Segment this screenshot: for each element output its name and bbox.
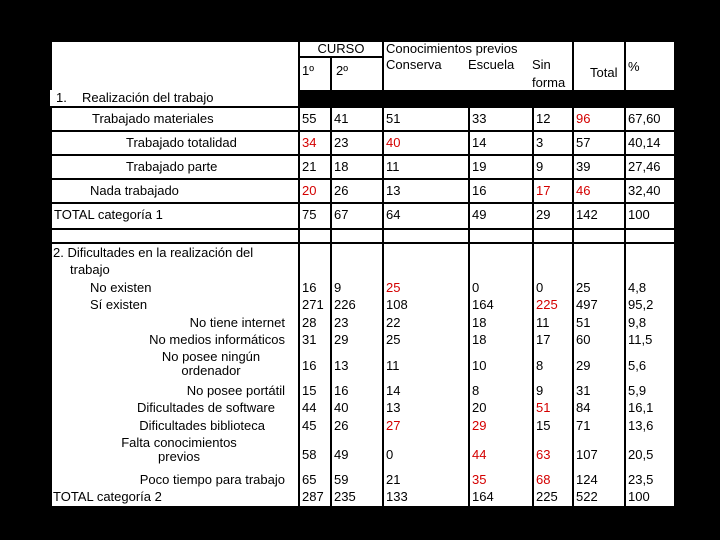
cell-percent: 4,8 (628, 280, 647, 295)
cell-value: 59 (334, 472, 349, 487)
cell-value: 35 (472, 472, 487, 487)
row-label: Trabajado materiales (52, 108, 298, 130)
cell-value: 226 (334, 297, 356, 312)
spacer-cell (332, 230, 382, 242)
header-second-year-text: 2º (336, 63, 348, 78)
cell-total: 29 (576, 358, 591, 373)
header-first-year (300, 58, 330, 90)
cell-value: 29 (472, 418, 487, 433)
cell-total: 31 (576, 383, 591, 398)
cell-value: 64 (384, 204, 468, 228)
cell-value: 22 (386, 315, 401, 330)
cell-total: 142 (574, 204, 624, 228)
cell-value: 164 (472, 489, 494, 504)
cell-total: 522 (576, 489, 598, 504)
header-conocimientos-block (384, 42, 572, 90)
total-category1-label: TOTAL categoría 1 (52, 204, 298, 228)
cell-total: 71 (576, 418, 591, 433)
spacer-cell (52, 230, 298, 242)
cell-percent: 5,6 (628, 358, 647, 373)
cell-percent: 9,8 (628, 315, 647, 330)
cell-value: 0 (536, 280, 544, 295)
cell-value: 68 (536, 472, 551, 487)
cell-value: 164 (472, 297, 494, 312)
cell-value: 65 (302, 472, 317, 487)
cell-value: 18 (332, 156, 382, 178)
cell-value: 21 (386, 472, 401, 487)
cell-percent: 20,5 (628, 447, 654, 462)
section1-title-row (50, 90, 298, 106)
cell-percent: 16,1 (628, 400, 654, 415)
cell-value: 108 (386, 297, 408, 312)
cell-total: 84 (576, 400, 591, 415)
cell-total: 60 (576, 332, 591, 347)
cell-value: 26 (334, 418, 349, 433)
cell-total: 497 (576, 297, 598, 312)
cell-percent: 100 (626, 204, 674, 228)
row-label: No posee portátil (186, 383, 285, 398)
cell-value: 67 (332, 204, 382, 228)
row-label: Nada trabajado (52, 180, 298, 202)
cell-value: 8 (472, 383, 480, 398)
header-sin-forma-2: forma (532, 75, 566, 90)
header-percent (626, 42, 674, 90)
spacer-cell (534, 230, 572, 242)
cell-percent: 100 (628, 489, 650, 504)
cell-value: 8 (536, 358, 544, 373)
cell-percent: 67,60 (626, 108, 674, 130)
row-label: No existen (90, 280, 152, 295)
cell-total: 57 (574, 132, 624, 154)
header-label-cell (52, 42, 298, 90)
header-total-text: Total (590, 65, 618, 80)
cell-value: 14 (470, 132, 532, 154)
row-label: Trabajado totalidad (52, 132, 298, 154)
cell-value: 15 (302, 383, 317, 398)
cell-value: 20 (472, 400, 487, 415)
cell-total: 96 (574, 108, 624, 130)
cell-value: 17 (534, 180, 572, 202)
cell-value: 225 (536, 489, 558, 504)
cell-value: 44 (472, 447, 487, 462)
cell-value: 31 (302, 332, 317, 347)
section2-title-line2: trabajo (70, 262, 110, 277)
cell-percent: 27,46 (626, 156, 674, 178)
cell-value: 29 (534, 204, 572, 228)
cell-value: 34 (300, 132, 330, 154)
header-total (574, 42, 624, 90)
cell-value: 20 (300, 180, 330, 202)
cell-value: 9 (536, 383, 544, 398)
section1-number: 1. (56, 90, 67, 105)
cell-value: 19 (470, 156, 532, 178)
cell-value: 58 (302, 447, 317, 462)
cell-value: 13 (386, 400, 401, 415)
row-label: Falta conocimientos previos (121, 435, 237, 464)
cell-value: 16 (302, 280, 317, 295)
cell-percent: 40,14 (626, 132, 674, 154)
cell-value: 17 (536, 332, 551, 347)
spacer-cell (470, 230, 532, 242)
cell-value: 45 (302, 418, 317, 433)
cell-percent: 95,2 (628, 297, 654, 312)
cell-value: 51 (536, 400, 551, 415)
cell-value: 287 (302, 489, 324, 504)
cell-total: 46 (574, 180, 624, 202)
cell-value: 21 (300, 156, 330, 178)
cell-value: 33 (470, 108, 532, 130)
header-first-year-text: 1º (302, 63, 314, 78)
cell-value: 9 (534, 156, 572, 178)
cell-value: 63 (536, 447, 551, 462)
cell-value: 25 (386, 280, 401, 295)
row-label: Poco tiempo para trabajo (139, 472, 285, 487)
cell-value: 235 (334, 489, 356, 504)
total-category2-label: TOTAL categoría 2 (53, 489, 162, 504)
header-percent-text: % (628, 59, 640, 74)
row-label: No posee ningún ordenador (161, 349, 261, 378)
spacer-cell (626, 230, 674, 242)
cell-percent: 5,9 (628, 383, 647, 398)
section2-col-escuela (470, 244, 532, 506)
cell-total: 124 (576, 472, 598, 487)
cell-value: 75 (300, 204, 330, 228)
spacer-cell (574, 230, 624, 242)
cell-value: 225 (536, 297, 558, 312)
cell-value: 27 (386, 418, 401, 433)
row-label: Sí existen (90, 297, 148, 312)
cell-value: 16 (334, 383, 349, 398)
cell-value: 271 (302, 297, 324, 312)
cell-percent: 11,5 (628, 332, 653, 347)
cell-value: 10 (472, 358, 487, 373)
cell-value: 16 (470, 180, 532, 202)
cell-total: 25 (576, 280, 591, 295)
header-sin-forma-1: Sin (532, 57, 551, 72)
section1-title: Realización del trabajo (82, 90, 214, 105)
cell-value: 18 (472, 332, 487, 347)
cell-value: 23 (332, 132, 382, 154)
cell-value: 40 (334, 400, 349, 415)
cell-total: 39 (574, 156, 624, 178)
cell-value: 11 (536, 315, 550, 330)
header-curso: CURSO (300, 42, 382, 56)
cell-value: 49 (470, 204, 532, 228)
cell-percent: 13,6 (628, 418, 654, 433)
cell-value: 11 (384, 156, 468, 178)
cell-value: 41 (332, 108, 382, 130)
cell-value: 55 (300, 108, 330, 130)
cell-total: 51 (576, 315, 591, 330)
cell-value: 0 (472, 280, 480, 295)
cell-value: 26 (332, 180, 382, 202)
data-table (50, 40, 676, 508)
header-second-year (332, 58, 382, 90)
cell-value: 16 (302, 358, 317, 373)
row-label: Trabajado parte (52, 156, 298, 178)
cell-value: 49 (334, 447, 349, 462)
row-label: No medios informáticos (149, 332, 285, 347)
cell-value: 133 (386, 489, 408, 504)
cell-value: 23 (334, 315, 349, 330)
spacer-cell (300, 230, 330, 242)
header-conocimientos: Conocimientos previos (386, 42, 518, 56)
cell-value: 3 (534, 132, 572, 154)
header-escuela: Escuela (468, 57, 515, 72)
cell-value: 11 (386, 358, 400, 373)
cell-value: 51 (384, 108, 468, 130)
cell-value: 13 (384, 180, 468, 202)
cell-percent: 23,5 (628, 472, 654, 487)
row-label: Dificultades biblioteca (139, 418, 265, 433)
cell-value: 40 (384, 132, 468, 154)
cell-value: 0 (386, 447, 394, 462)
cell-value: 13 (334, 358, 349, 373)
cell-percent: 32,40 (626, 180, 674, 202)
cell-total: 107 (576, 447, 598, 462)
row-label: No tiene internet (189, 315, 285, 330)
cell-value: 25 (386, 332, 401, 347)
section2-labels (52, 244, 298, 506)
cell-value: 15 (536, 418, 551, 433)
cell-value: 12 (534, 108, 572, 130)
row-label: Dificultades de software (136, 400, 275, 415)
cell-value: 18 (472, 315, 487, 330)
cell-value: 9 (334, 280, 342, 295)
spacer-cell (384, 230, 468, 242)
cell-value: 44 (302, 400, 317, 415)
cell-value: 14 (386, 383, 401, 398)
cell-value: 28 (302, 315, 317, 330)
header-conserva: Conserva (386, 57, 442, 72)
cell-value: 29 (334, 332, 349, 347)
section2-title-line1: 2. Dificultades en la realización del (53, 245, 254, 260)
